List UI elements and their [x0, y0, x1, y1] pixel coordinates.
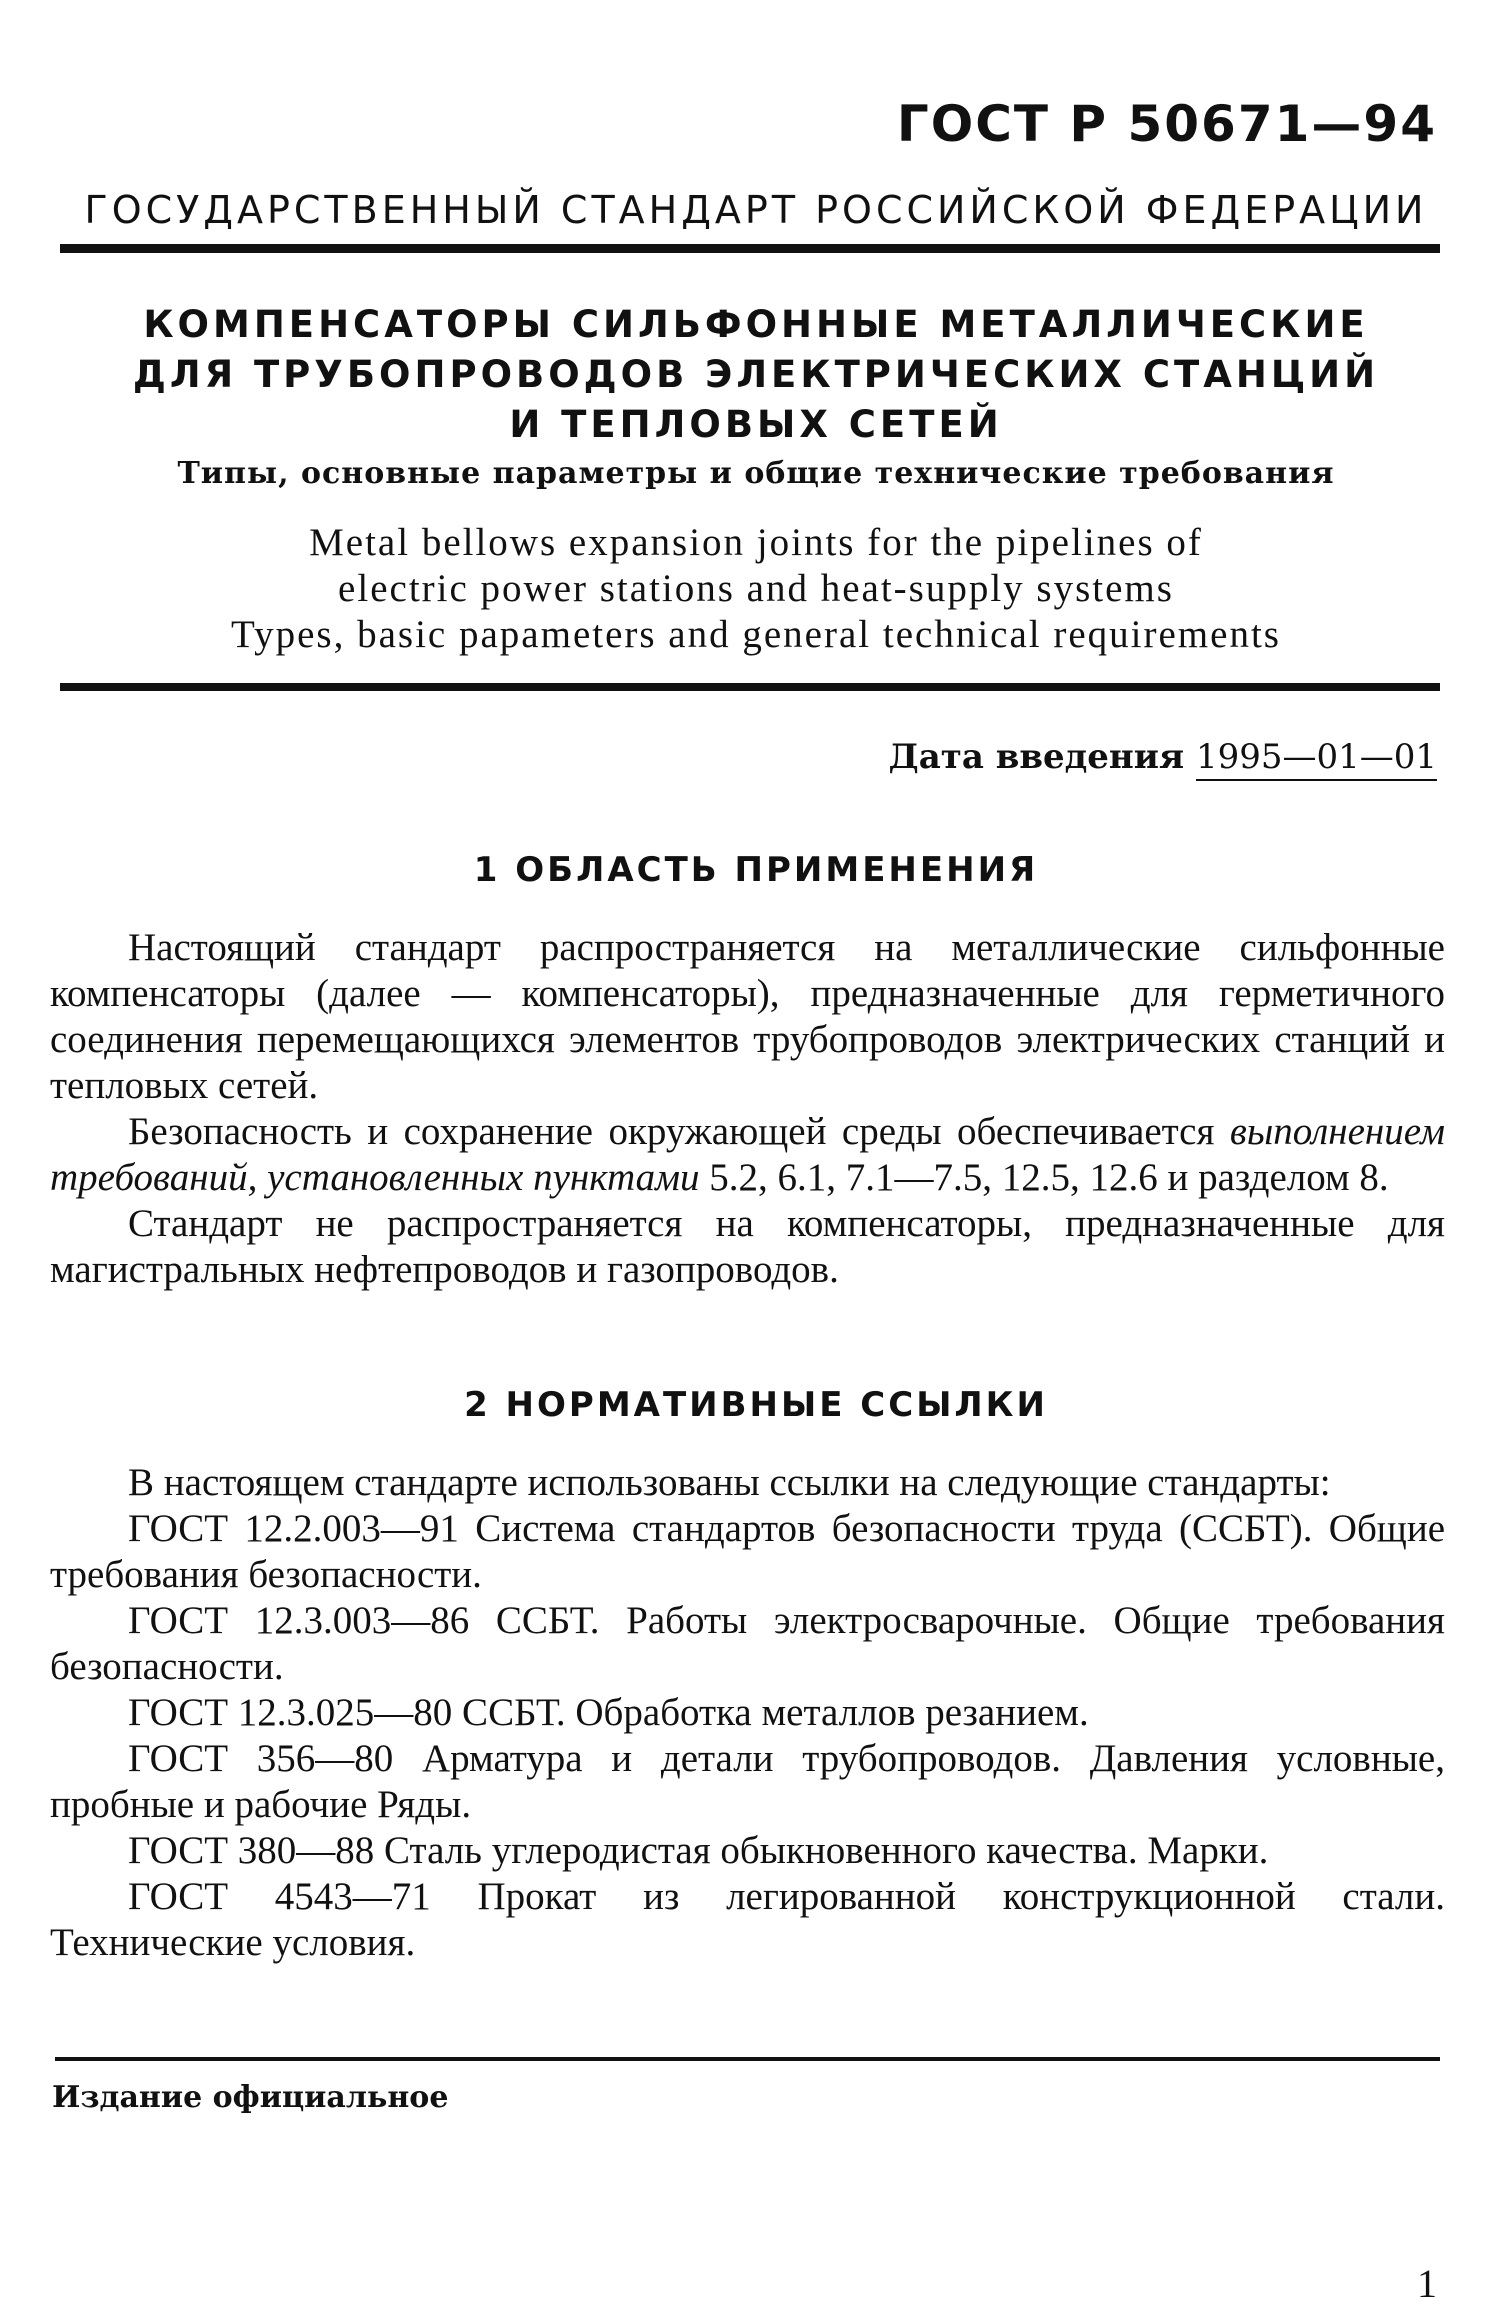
reference-item: ГОСТ 12.3.003—86 ССБТ. Работы электросварочные. Общие требования безопасности.: [50, 1599, 1445, 1688]
reference-item: ГОСТ 380—88 Сталь углеродистая обыкновенного качества. Марки.: [128, 1829, 1269, 1872]
title-line-3: И ТЕПЛОВЫХ СЕТЕЙ: [509, 403, 1003, 446]
document-subtitle: Типы, основные параметры и общие технические требования: [177, 456, 1335, 491]
section-1-title: 1 ОБЛАСТЬ ПРИМЕНЕНИЯ: [473, 850, 1039, 890]
title-line-1: КОМПЕНСАТОРЫ СИЛЬФОННЫЕ МЕТАЛЛИЧЕСКИЕ: [143, 303, 1369, 346]
introduction-date: [889, 737, 1438, 777]
header-divider: [60, 244, 1440, 253]
document-code: ГОСТ Р 50671—94: [896, 95, 1437, 153]
section-1-body: [50, 925, 1445, 1293]
paragraph-2-start: Безопасность и сохранение окружающей среды обеспечивается: [128, 1110, 1230, 1153]
english-title-line-2: electric power stations and heat-supply systems: [338, 567, 1174, 610]
english-title-line-1: Metal bellows expansion joints for the pipelines of: [309, 521, 1203, 564]
section-2-title: 2 НОРМАТИВНЫЕ ССЫЛКИ: [464, 1385, 1048, 1425]
introduction-date-value: 1995—01—01: [1196, 737, 1437, 781]
section-1-paragraph-1: Настоящий стандарт распространяется на металлические сильфонные компенсаторы (далее — компенсаторы), предназначенные для герметичного соединения перемещающихся элементов трубопроводов электрических станций и тепловых сетей.: [50, 926, 1445, 1107]
edition-label: Издание официальное: [52, 2080, 449, 2115]
reference-item: ГОСТ 12.2.003—91 Система стандартов безопасности труда (ССБТ). Общие требования безопасности.: [50, 1507, 1445, 1596]
paragraph-2-end: 5.2, 6.1, 7.1—7.5, 12.5, 12.6 и разделом 8.: [699, 1156, 1389, 1199]
title-divider: [60, 683, 1440, 691]
section-2-intro: В настоящем стандарте использованы ссылки на следующие стандарты:: [128, 1461, 1331, 1504]
english-title: [0, 520, 1512, 658]
section-1-paragraph-3: Стандарт не распространяется на компенсаторы, предназначенные для магистральных нефтепроводов и газопроводов.: [50, 1202, 1445, 1291]
english-title-line-3: Types, basic papameters and general technical requirements: [231, 613, 1281, 656]
page-number: 1: [1417, 2261, 1437, 2306]
section-1-paragraph-2: [50, 1109, 1445, 1201]
paragraph-2-italic: выполнением требований, установленных пунктами: [50, 1110, 1445, 1199]
title-line-2: ДЛЯ ТРУБОПРОВОДОВ ЭЛЕКТРИЧЕСКИХ СТАНЦИЙ: [132, 353, 1380, 396]
state-standard-heading: ГОСУДАРСТВЕННЫЙ СТАНДАРТ РОССИЙСКОЙ ФЕДЕРАЦИИ: [84, 188, 1428, 232]
introduction-date-label: Дата введения: [888, 737, 1185, 777]
document-title: [0, 300, 1512, 450]
reference-item: ГОСТ 356—80 Арматура и детали трубопроводов. Давления условные, пробные и рабочие Ряды.: [50, 1737, 1445, 1826]
footer-divider: [55, 2057, 1440, 2061]
section-2-body: [50, 1460, 1445, 1966]
reference-item: ГОСТ 12.3.025—80 ССБТ. Обработка металлов резанием.: [128, 1691, 1089, 1734]
reference-item: ГОСТ 4543—71 Прокат из легированной конструкционной стали. Технические условия.: [50, 1875, 1445, 1964]
